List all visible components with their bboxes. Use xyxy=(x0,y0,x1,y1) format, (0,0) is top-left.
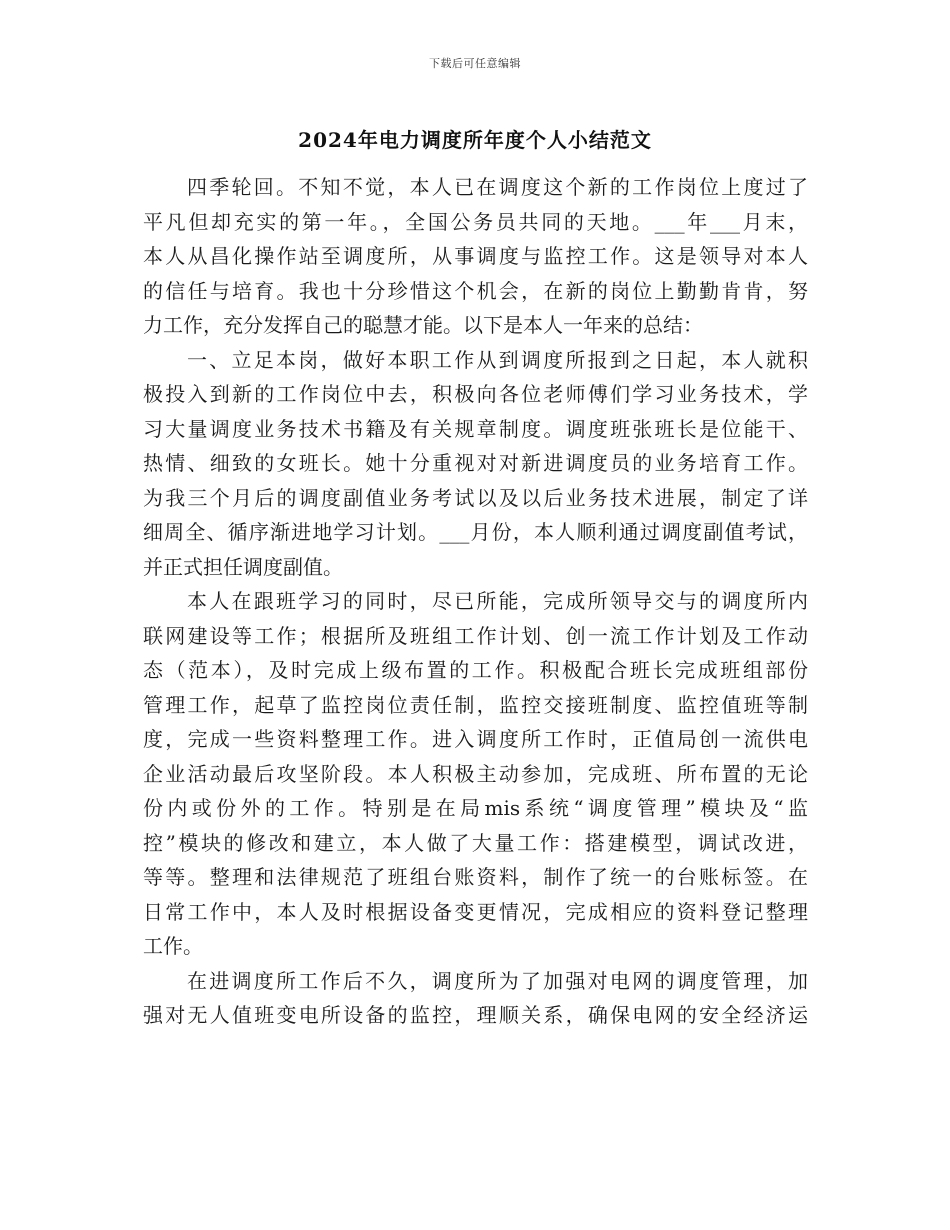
paragraph-2-line: 并正式担任调度副值。 xyxy=(143,554,343,579)
paragraph-3-line: 态（范本），及时完成上级布置的工作。积极配合班长完成班组部份 xyxy=(143,658,808,682)
paragraph-3-line: 日常工作中，本人及时根据设备变更情况，完成相应的资料登记整理 xyxy=(143,899,808,924)
document-body xyxy=(143,170,808,1033)
paragraph-3-line: 联网建设等工作；根据所及班组工作计划、创一流工作计划及工作动 xyxy=(143,623,808,648)
paragraph-3-line: 控”模块的修改和建立，本人做了大量工作：搭建模型，调试改进， xyxy=(143,830,808,855)
paragraph-3-line: 度，完成一些资料整理工作。进入调度所工作时，正值局创一流供电 xyxy=(143,727,808,751)
paragraph-4-line: 强对无人值班变电所设备的监控，理顺关系，确保电网的安全经济运 xyxy=(143,1003,808,1027)
paragraph-2-line: 极投入到新的工作岗位中去，积极向各位老师傅们学习业务技术，学 xyxy=(143,382,808,406)
page-header-note: 下载后可任意编辑 xyxy=(429,57,521,70)
paragraph-3-line: 管理工作，起草了监控岗位责任制，监控交接班制度、监控值班等制 xyxy=(143,692,808,717)
paragraph-2-line: 习大量调度业务技术书籍及有关规章制度。调度班张班长是位能干、 xyxy=(143,416,808,441)
paragraph-1-line: 平凡但却充实的第一年。，全国公务员共同的天地。___年___月末， xyxy=(143,209,808,234)
paragraph-1-line: 四季轮回。不知不觉，本人已在调度这个新的工作岗位上度过了 xyxy=(187,175,808,199)
paragraph-3-line: 等等。整理和法律规范了班组台账资料，制作了统一的台账标签。在 xyxy=(143,865,808,889)
paragraph-1-line: 的信任与培育。我也十分珍惜这个机会，在新的岗位上勤勤肯肯，努 xyxy=(143,278,808,303)
paragraph-2-line: 细周全、循序渐进地学习计划。___月份，本人顺利通过调度副值考试， xyxy=(143,520,808,544)
paragraph-1-line: 本人从昌化操作站至调度所，从事调度与监控工作。这是领导对本人 xyxy=(143,244,808,268)
paragraph-3-line: 份内或份外的工作。特别是在局mis系统“调度管理”模块及“监 xyxy=(143,796,808,820)
paragraph-2-line: 热情、细致的女班长。她十分重视对对新进调度员的业务培育工作。 xyxy=(143,451,808,475)
paragraph-3-line: 本人在跟班学习的同时，尽已所能，完成所领导交与的调度所内 xyxy=(187,589,808,613)
paragraph-2-line: 一、立足本岗，做好本职工作从到调度所报到之日起，本人就积 xyxy=(187,347,808,372)
paragraph-2-line: 为我三个月后的调度副值业务考试以及以后业务技术进展，制定了详 xyxy=(143,485,808,510)
document-title: 2024年电力调度所年度个人小结范文 xyxy=(298,128,652,152)
paragraph-4-line: 在进调度所工作后不久，调度所为了加强对电网的调度管理，加 xyxy=(187,968,808,993)
paragraph-3-line: 工作。 xyxy=(143,934,203,958)
paragraph-3-line: 企业活动最后攻坚阶段。本人积极主动参加，完成班、所布置的无论 xyxy=(143,761,808,786)
paragraph-1-line: 力工作，充分发挥自己的聪慧才能。以下是本人一年来的总结： xyxy=(143,313,703,337)
